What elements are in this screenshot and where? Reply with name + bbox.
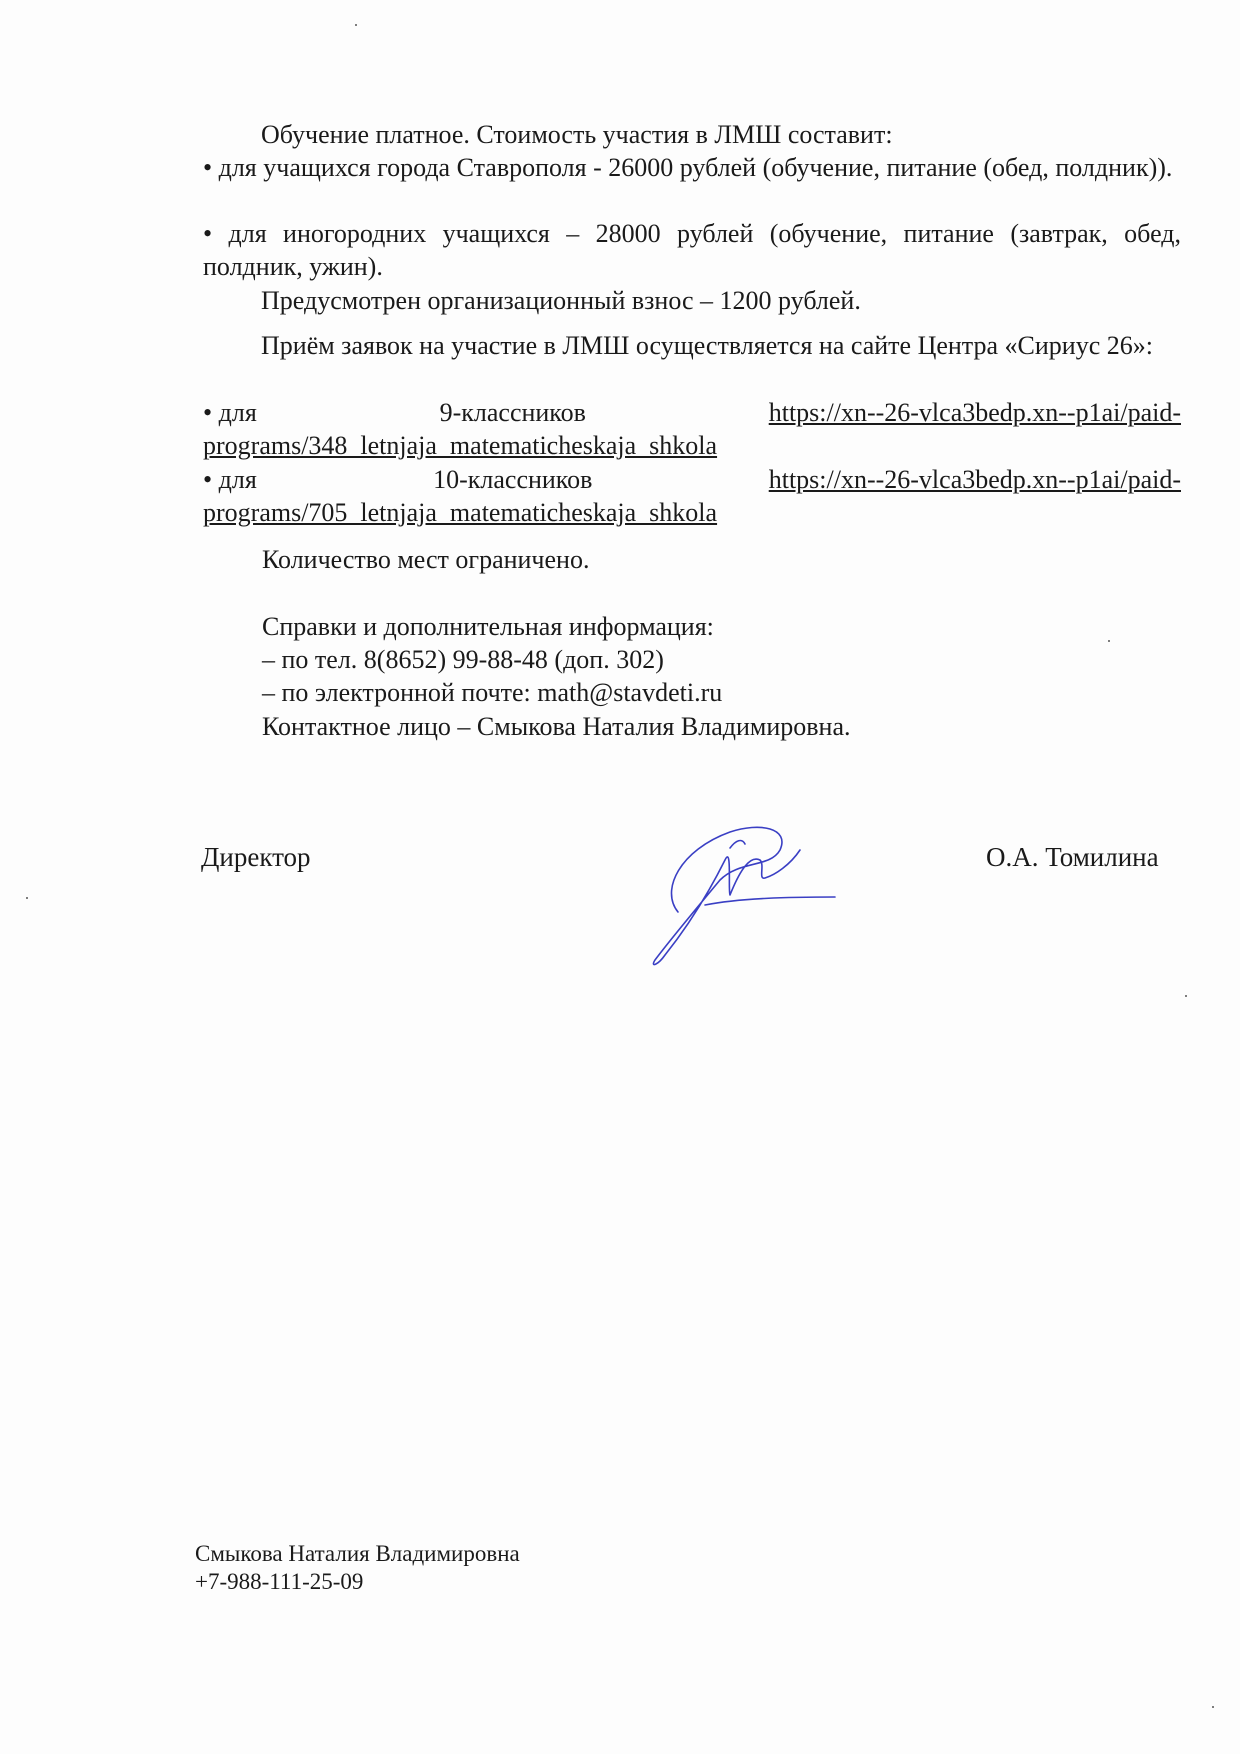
grade10-bullet-for — [203, 463, 257, 496]
scan-speck — [1108, 640, 1110, 642]
grade9-for: для — [218, 398, 257, 427]
limited-places: Количество мест ограничено. — [262, 545, 590, 574]
fees-nonlocal-bullet: • для иногородних учащихся – 28000 рублей (обучение, питание (завтрак, обед, полдник, ужин). — [203, 219, 1181, 281]
scan-speck — [355, 24, 357, 26]
scan-speck — [1212, 1706, 1214, 1708]
signature-name: О.А. Томилина — [986, 842, 1159, 872]
grade10-for: для — [218, 465, 257, 494]
bullet-mark: • — [203, 465, 213, 494]
grade9-link-part2[interactable]: programs/348_letnjaja_matematicheskaja_shkola — [203, 431, 718, 460]
grade10-label: 10-классников — [433, 465, 593, 494]
scan-speck — [26, 897, 28, 899]
bullet-mark: • — [203, 398, 213, 427]
contacts-heading: Справки и дополнительная информация: — [262, 612, 714, 641]
grade9-bullet-for — [203, 396, 257, 429]
grade10-item — [203, 463, 1181, 529]
contacts-email: – по электронной почте: math@stavdeti.ru — [262, 678, 723, 707]
grade10-link-part1[interactable]: https://xn--26-vlca3bedp.xn--p1ai/paid- — [768, 465, 1181, 494]
contacts-person: Контактное лицо – Смыкова Наталия Владимировна. — [262, 712, 851, 741]
scan-speck — [1185, 995, 1187, 997]
handwritten-signature — [650, 820, 850, 970]
executor-phone: +7-988-111-25-09 — [195, 1569, 364, 1594]
applications-intro: Приём заявок на участие в ЛМШ осуществляется на сайте Центра «Сириус 26»: — [261, 331, 1153, 360]
signature-title: Директор — [201, 842, 311, 872]
grade9-item — [203, 396, 1181, 462]
executor-name: Смыкова Наталия Владимировна — [195, 1541, 520, 1566]
fees-intro: Обучение платное. Стоимость участия в ЛМШ составит: — [261, 120, 893, 149]
org-fee: Предусмотрен организационный взнос – 1200 рублей. — [261, 286, 861, 315]
fees-local-bullet: • для учащихся города Ставрополя - 26000 рублей (обучение, питание (обед, полдник)). — [203, 153, 1173, 182]
grade10-link-part2[interactable]: programs/705_letnjaja_matematicheskaja_shkola — [203, 498, 718, 527]
grade9-label: 9-классников — [439, 398, 586, 427]
contacts-phone: – по тел. 8(8652) 99-88-48 (доп. 302) — [262, 645, 664, 674]
grade9-link-part1[interactable]: https://xn--26-vlca3bedp.xn--p1ai/paid- — [768, 398, 1181, 427]
